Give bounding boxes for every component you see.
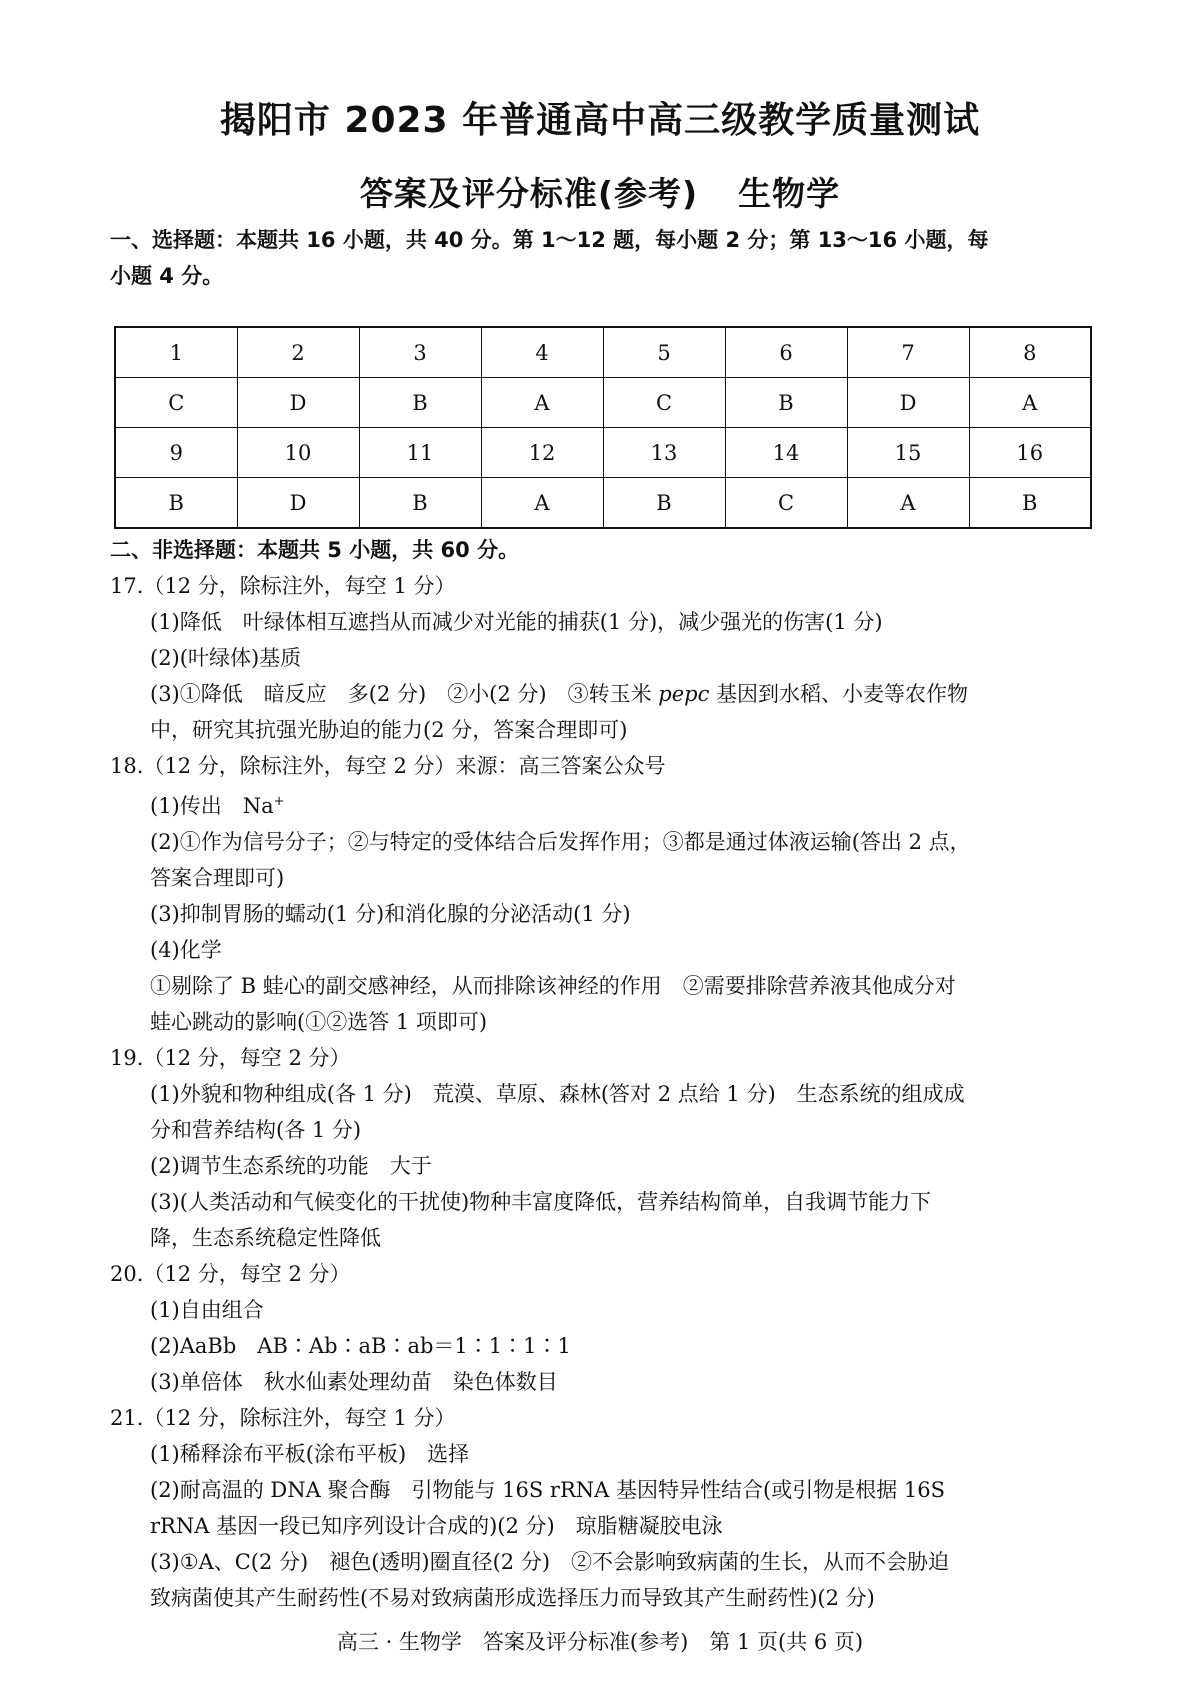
answer-line: 中，研究其抗强光胁迫的能力(2 分，答案合理即可): [150, 718, 628, 742]
answer-line: (3)抑制胃肠的蠕动(1 分)和消化腺的分泌活动(1 分): [150, 902, 631, 926]
table-cell: B: [969, 478, 1091, 529]
question-17-heading: 17.（12 分，除标注外，每空 1 分）: [110, 574, 456, 598]
table-cell: 3: [359, 327, 481, 378]
section-1-line: 一、选择题：本题共 16 小题，共 40 分。第 1～12 题，每小题 2 分；第 13～16 小题，每: [110, 228, 989, 252]
table-cell: B: [603, 478, 725, 529]
table-cell: B: [359, 478, 481, 529]
answer-line: 蛙心跳动的影响(①②选答 1 项即可): [150, 1010, 488, 1034]
section-2-heading: 二、非选择题：本题共 5 小题，共 60 分。: [110, 538, 520, 562]
answer-line: (4)化学: [150, 938, 222, 962]
table-cell: 2: [237, 327, 359, 378]
answer-line: [110, 784, 1110, 824]
page-footer: 高三 · 生物学 答案及评分标准(参考) 第 1 页(共 6 页): [336, 1630, 864, 1654]
page-title: 揭阳市 2023 年普通高中高三级教学质量测试: [219, 100, 981, 141]
answers-body: [110, 532, 1110, 1616]
table-cell: A: [969, 378, 1091, 428]
table-cell: C: [603, 378, 725, 428]
table-cell: D: [237, 378, 359, 428]
answer-line: (3)①A、C(2 分) 褪色(透明)圈直径(2 分) ②不会影响致病菌的生长，从而不会胁迫: [150, 1550, 950, 1574]
answer-line: 答案合理即可): [150, 866, 285, 890]
table-cell: 9: [115, 428, 237, 478]
table-cell: 5: [603, 327, 725, 378]
question-19-heading: 19.（12 分，每空 2 分）: [110, 1046, 351, 1070]
gene-name: pepc: [658, 682, 710, 706]
answer-line: (2)①作为信号分子；②与特定的受体结合后发挥作用；③都是通过体液运输(答出 2 点，: [150, 830, 971, 854]
superscript: +: [273, 794, 285, 809]
answer-line: (1)稀释涂布平板(涂布平板) 选择: [150, 1442, 470, 1466]
answer-line: (2)(叶绿体)基质: [150, 646, 302, 670]
table-row: [115, 327, 1091, 378]
answer-text: 基因到水稻、小麦等农作物: [709, 682, 969, 706]
table-cell: 14: [725, 428, 847, 478]
answer-text: (3)①降低 暗反应 多(2 分) ②小(2 分) ③转玉米: [150, 682, 659, 706]
table-cell: C: [725, 478, 847, 529]
subtitle-answer-key: 答案及评分标准(参考): [359, 174, 699, 213]
answer-line: (1)自由组合: [150, 1298, 264, 1322]
table-cell: A: [481, 378, 603, 428]
table-cell: A: [481, 478, 603, 529]
table-row: [115, 478, 1091, 529]
table-cell: 13: [603, 428, 725, 478]
answer-line: 降，生态系统稳定性降低: [150, 1226, 381, 1250]
answer-line: (2)调节生态系统的功能 大于: [150, 1154, 432, 1178]
table-cell: 7: [847, 327, 969, 378]
table-cell: B: [725, 378, 847, 428]
answer-line: 分和营养结构(各 1 分): [150, 1118, 362, 1142]
table-cell: B: [115, 478, 237, 529]
table-cell: 4: [481, 327, 603, 378]
table-cell: C: [115, 378, 237, 428]
answer-line: (1)降低 叶绿体相互遮挡从而减少对光能的捕获(1 分)，减少强光的伤害(1 分): [150, 610, 883, 634]
table-cell: 12: [481, 428, 603, 478]
question-18-heading: 18.（12 分，除标注外，每空 2 分）来源：高三答案公众号: [110, 754, 666, 778]
table-cell: D: [237, 478, 359, 529]
table-row: [115, 378, 1091, 428]
answer-line: 致病菌使其产生耐药性(不易对致病菌形成选择压力而导致其产生耐药性)(2 分): [150, 1586, 875, 1610]
subtitle-subject: 生物学: [738, 174, 841, 213]
answer-line: [110, 676, 1110, 712]
table-cell: 16: [969, 428, 1091, 478]
table-cell: 8: [969, 327, 1091, 378]
table-cell: 15: [847, 428, 969, 478]
table-cell: 1: [115, 327, 237, 378]
answer-line: ①剔除了 B 蛙心的副交感神经，从而排除该神经的作用 ②需要排除营养液其他成分对: [150, 974, 956, 998]
table-cell: D: [847, 378, 969, 428]
answer-line: (2)耐高温的 DNA 聚合酶 引物能与 16S rRNA 基因特异性结合(或引物是根据 16S: [150, 1478, 945, 1502]
question-20-heading: 20.（12 分，每空 2 分）: [110, 1262, 351, 1286]
question-21-heading: 21.（12 分，除标注外，每空 1 分）: [110, 1406, 456, 1430]
answer-line: (1)外貌和物种组成(各 1 分) 荒漠、草原、森林(答对 2 点给 1 分) 生态系统的组成成: [150, 1082, 965, 1106]
table-cell: 10: [237, 428, 359, 478]
table-cell: B: [359, 378, 481, 428]
page-subtitle: [0, 168, 1200, 215]
answer-line: (3)单倍体 秋水仙素处理幼苗 染色体数目: [150, 1370, 558, 1394]
table-cell: 6: [725, 327, 847, 378]
answer-line: rRNA 基因一段已知序列设计合成的)(2 分) 琼脂糖凝胶电泳: [150, 1514, 723, 1538]
answer-line: (2)AaBb AB∶Ab∶aB∶ab＝1∶1∶1∶1: [150, 1334, 571, 1358]
answer-table: [114, 326, 1092, 529]
answer-line: (3)(人类活动和气候变化的干扰使)物种丰富度降低，营养结构简单，自我调节能力下: [150, 1190, 932, 1214]
table-cell: 11: [359, 428, 481, 478]
answer-text: (1)传出 Na: [150, 794, 274, 818]
section-1-heading: [110, 222, 988, 294]
table-cell: A: [847, 478, 969, 529]
table-row: [115, 428, 1091, 478]
section-1-line: 小题 4 分。: [110, 264, 224, 288]
